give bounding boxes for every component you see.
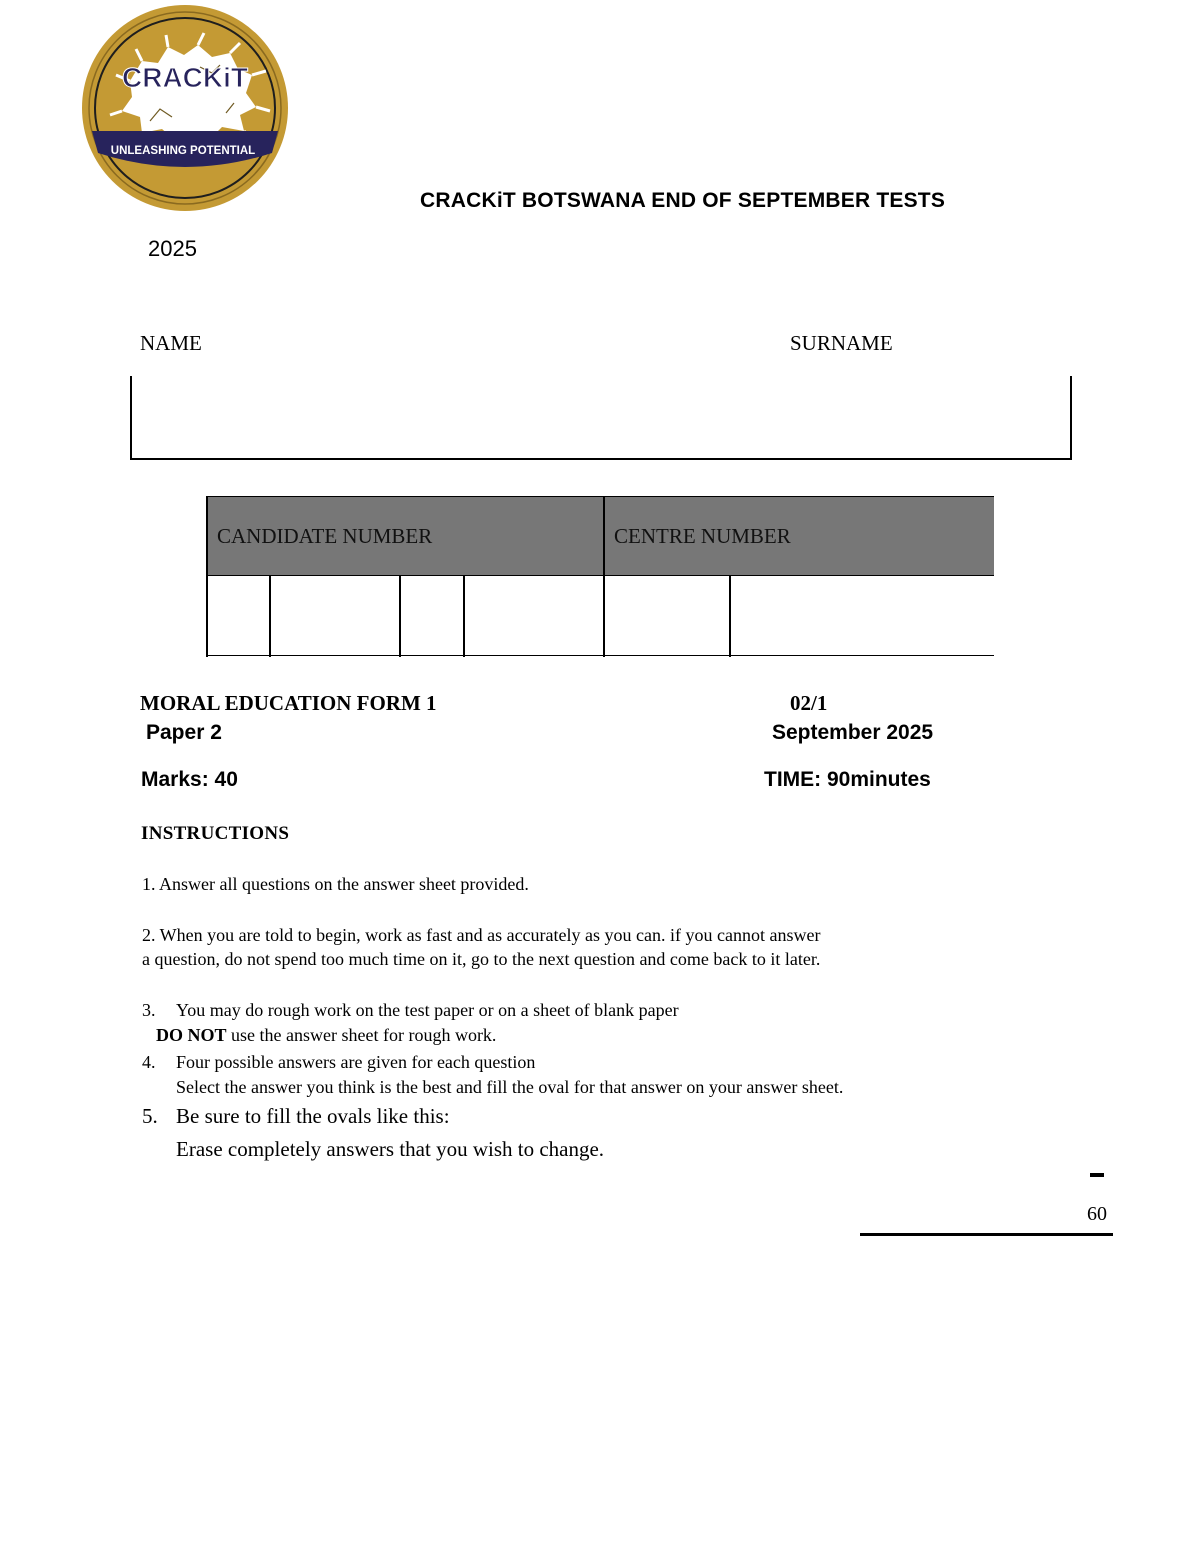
crackit-logo (80, 3, 290, 213)
exam-date: September 2025 (772, 721, 934, 744)
instruction-5-line-1: Be sure to fill the ovals like this: (176, 1104, 450, 1128)
candidate-centre-table (206, 496, 994, 657)
centre-number-label: CENTRE NUMBER (614, 523, 791, 548)
instruction-5-number: 5. (142, 1104, 158, 1128)
instruction-4-line-2: Select the answer you think is the best and fill the oval for that answer on your answer sheet. (176, 1077, 844, 1097)
table-divider-centre (603, 496, 605, 657)
digit-cell-divider (463, 576, 465, 657)
instruction-4-number: 4. (142, 1052, 156, 1072)
instruction-4-line-1: Four possible answers are given for each question (176, 1052, 536, 1072)
name-label: NAME (140, 331, 202, 355)
test-title: CRACKiT BOTSWANA END OF SEPTEMBER TESTS (420, 189, 946, 212)
test-year: 2025 (148, 236, 197, 261)
digit-cell-divider (269, 576, 271, 657)
marks-total: Marks: 40 (141, 768, 238, 791)
instructions-heading: INSTRUCTIONS (141, 823, 290, 844)
instruction-1: 1. Answer all questions on the answer sheet provided. (142, 874, 529, 894)
do-not-emphasis: DO NOT (156, 1025, 227, 1045)
instruction-5-line-2: Erase completely answers that you wish to change. (176, 1137, 605, 1161)
score-dash-mark (1090, 1173, 1104, 1177)
time-allowed: TIME: 90minutes (764, 768, 931, 791)
score-underline (860, 1233, 1113, 1236)
table-border-left (206, 496, 208, 657)
svg-text:UNLEASHING POTENTIAL: UNLEASHING POTENTIAL (110, 145, 256, 157)
surname-label: SURNAME (790, 331, 893, 355)
instruction-3-line-2 (156, 1025, 496, 1046)
candidate-number-label: CANDIDATE NUMBER (217, 523, 433, 548)
instruction-3-line-1: You may do rough work on the test paper or on a sheet of blank paper (176, 1000, 679, 1020)
paper-number: Paper 2 (146, 721, 222, 744)
candidate-number-header (206, 496, 603, 576)
digit-cell-divider (729, 576, 731, 657)
centre-number-header (603, 496, 994, 576)
score-total: 60 (1087, 1203, 1107, 1225)
instruction-2-line-1: 2. When you are told to begin, work as fast and as accurately as you can. if you cannot answer (142, 925, 821, 945)
svg-text:CRACKiT: CRACKiT (122, 62, 248, 93)
subject-title: MORAL EDUCATION FORM 1 (140, 691, 437, 715)
instruction-3-rest: use the answer sheet for rough work. (226, 1025, 497, 1045)
name-surname-field[interactable] (130, 376, 1072, 460)
instruction-2-line-2: a question, do not spend too much time on it, go to the next question and come back to it later. (142, 949, 821, 969)
number-entry-row (206, 576, 994, 656)
digit-cell-divider (399, 576, 401, 657)
instruction-3-number: 3. (142, 1000, 156, 1020)
paper-code: 02/1 (790, 691, 828, 715)
